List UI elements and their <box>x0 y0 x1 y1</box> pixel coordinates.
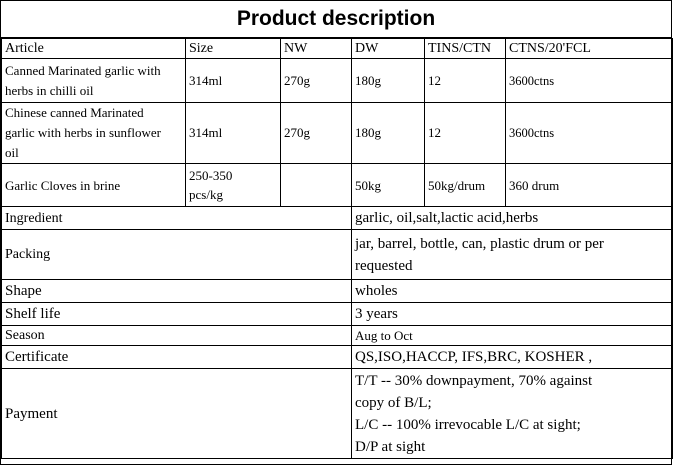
shape-value: wholes <box>352 280 673 303</box>
shelf-life-label: Shelf life <box>2 303 352 326</box>
header-article: Article <box>2 39 186 59</box>
header-ctns-fcl: CTNS/20'FCL <box>506 39 673 59</box>
payment-line: L/C -- 100% irrevocable L/C at sight; <box>355 416 581 433</box>
product-dw: 180g <box>352 103 425 164</box>
certificate-value: QS,ISO,HACCP, IFS,BRC, KOSHER , <box>352 346 673 369</box>
payment-value <box>352 369 673 459</box>
product-tins: 50kg/drum <box>425 164 506 207</box>
shelf-life-value: 3 years <box>352 303 673 326</box>
product-article <box>2 59 186 103</box>
product-tins: 12 <box>425 59 506 103</box>
payment-line: copy of B/L; <box>355 394 432 411</box>
size-line: 250-350 <box>189 168 233 183</box>
header-size: Size <box>186 39 281 59</box>
product-row <box>2 103 673 164</box>
packing-line: jar, barrel, bottle, can, plastic drum or per <box>355 235 604 252</box>
product-size <box>186 164 281 207</box>
ingredient-label: Ingredient <box>2 207 352 230</box>
packing-line: requested <box>355 257 413 274</box>
shape-label: Shape <box>2 280 352 303</box>
product-ctns: 360 drum <box>506 164 673 207</box>
product-article: Garlic Cloves in brine <box>2 164 186 207</box>
article-line: Canned Marinated garlic with <box>5 62 161 78</box>
product-nw <box>281 164 352 207</box>
page-title: Product description <box>1 1 671 38</box>
size-line: pcs/kg <box>189 187 223 202</box>
season-value: Aug to Oct <box>352 326 673 346</box>
product-ctns: 3600ctns <box>506 103 673 164</box>
header-dw: DW <box>352 39 425 59</box>
header-tins-ctn: TINS/CTN <box>425 39 506 59</box>
product-article <box>2 103 186 164</box>
article-line: oil <box>5 145 19 160</box>
shelf-life-row <box>2 303 673 326</box>
product-size: 314ml <box>186 103 281 164</box>
product-size: 314ml <box>186 59 281 103</box>
product-nw: 270g <box>281 103 352 164</box>
product-dw: 50kg <box>352 164 425 207</box>
payment-line: T/T -- 30% downpayment, 70% against <box>355 372 593 389</box>
article-line: herbs in chilli oil <box>5 82 94 98</box>
article-line: Chinese canned Marinated <box>5 105 144 120</box>
shape-row <box>2 280 673 303</box>
ingredient-value: garlic, oil,salt,lactic acid,herbs <box>352 207 673 230</box>
product-dw: 180g <box>352 59 425 103</box>
product-tins: 12 <box>425 103 506 164</box>
product-row <box>2 164 673 207</box>
payment-label: Payment <box>2 369 352 459</box>
product-nw: 270g <box>281 59 352 103</box>
payment-line: D/P at sight <box>355 438 426 455</box>
season-row <box>2 326 673 346</box>
certificate-row <box>2 346 673 369</box>
product-ctns: 3600ctns <box>506 59 673 103</box>
payment-row <box>2 369 673 459</box>
packing-row <box>2 230 673 280</box>
packing-label: Packing <box>2 230 352 280</box>
product-row <box>2 59 673 103</box>
packing-value <box>352 230 673 280</box>
header-nw: NW <box>281 39 352 59</box>
article-line: garlic with herbs in sunflower <box>5 125 161 140</box>
season-label: Season <box>2 326 352 346</box>
table-header-row <box>2 39 673 59</box>
ingredient-row <box>2 207 673 230</box>
certificate-label: Certificate <box>2 346 352 369</box>
product-table <box>1 38 673 459</box>
